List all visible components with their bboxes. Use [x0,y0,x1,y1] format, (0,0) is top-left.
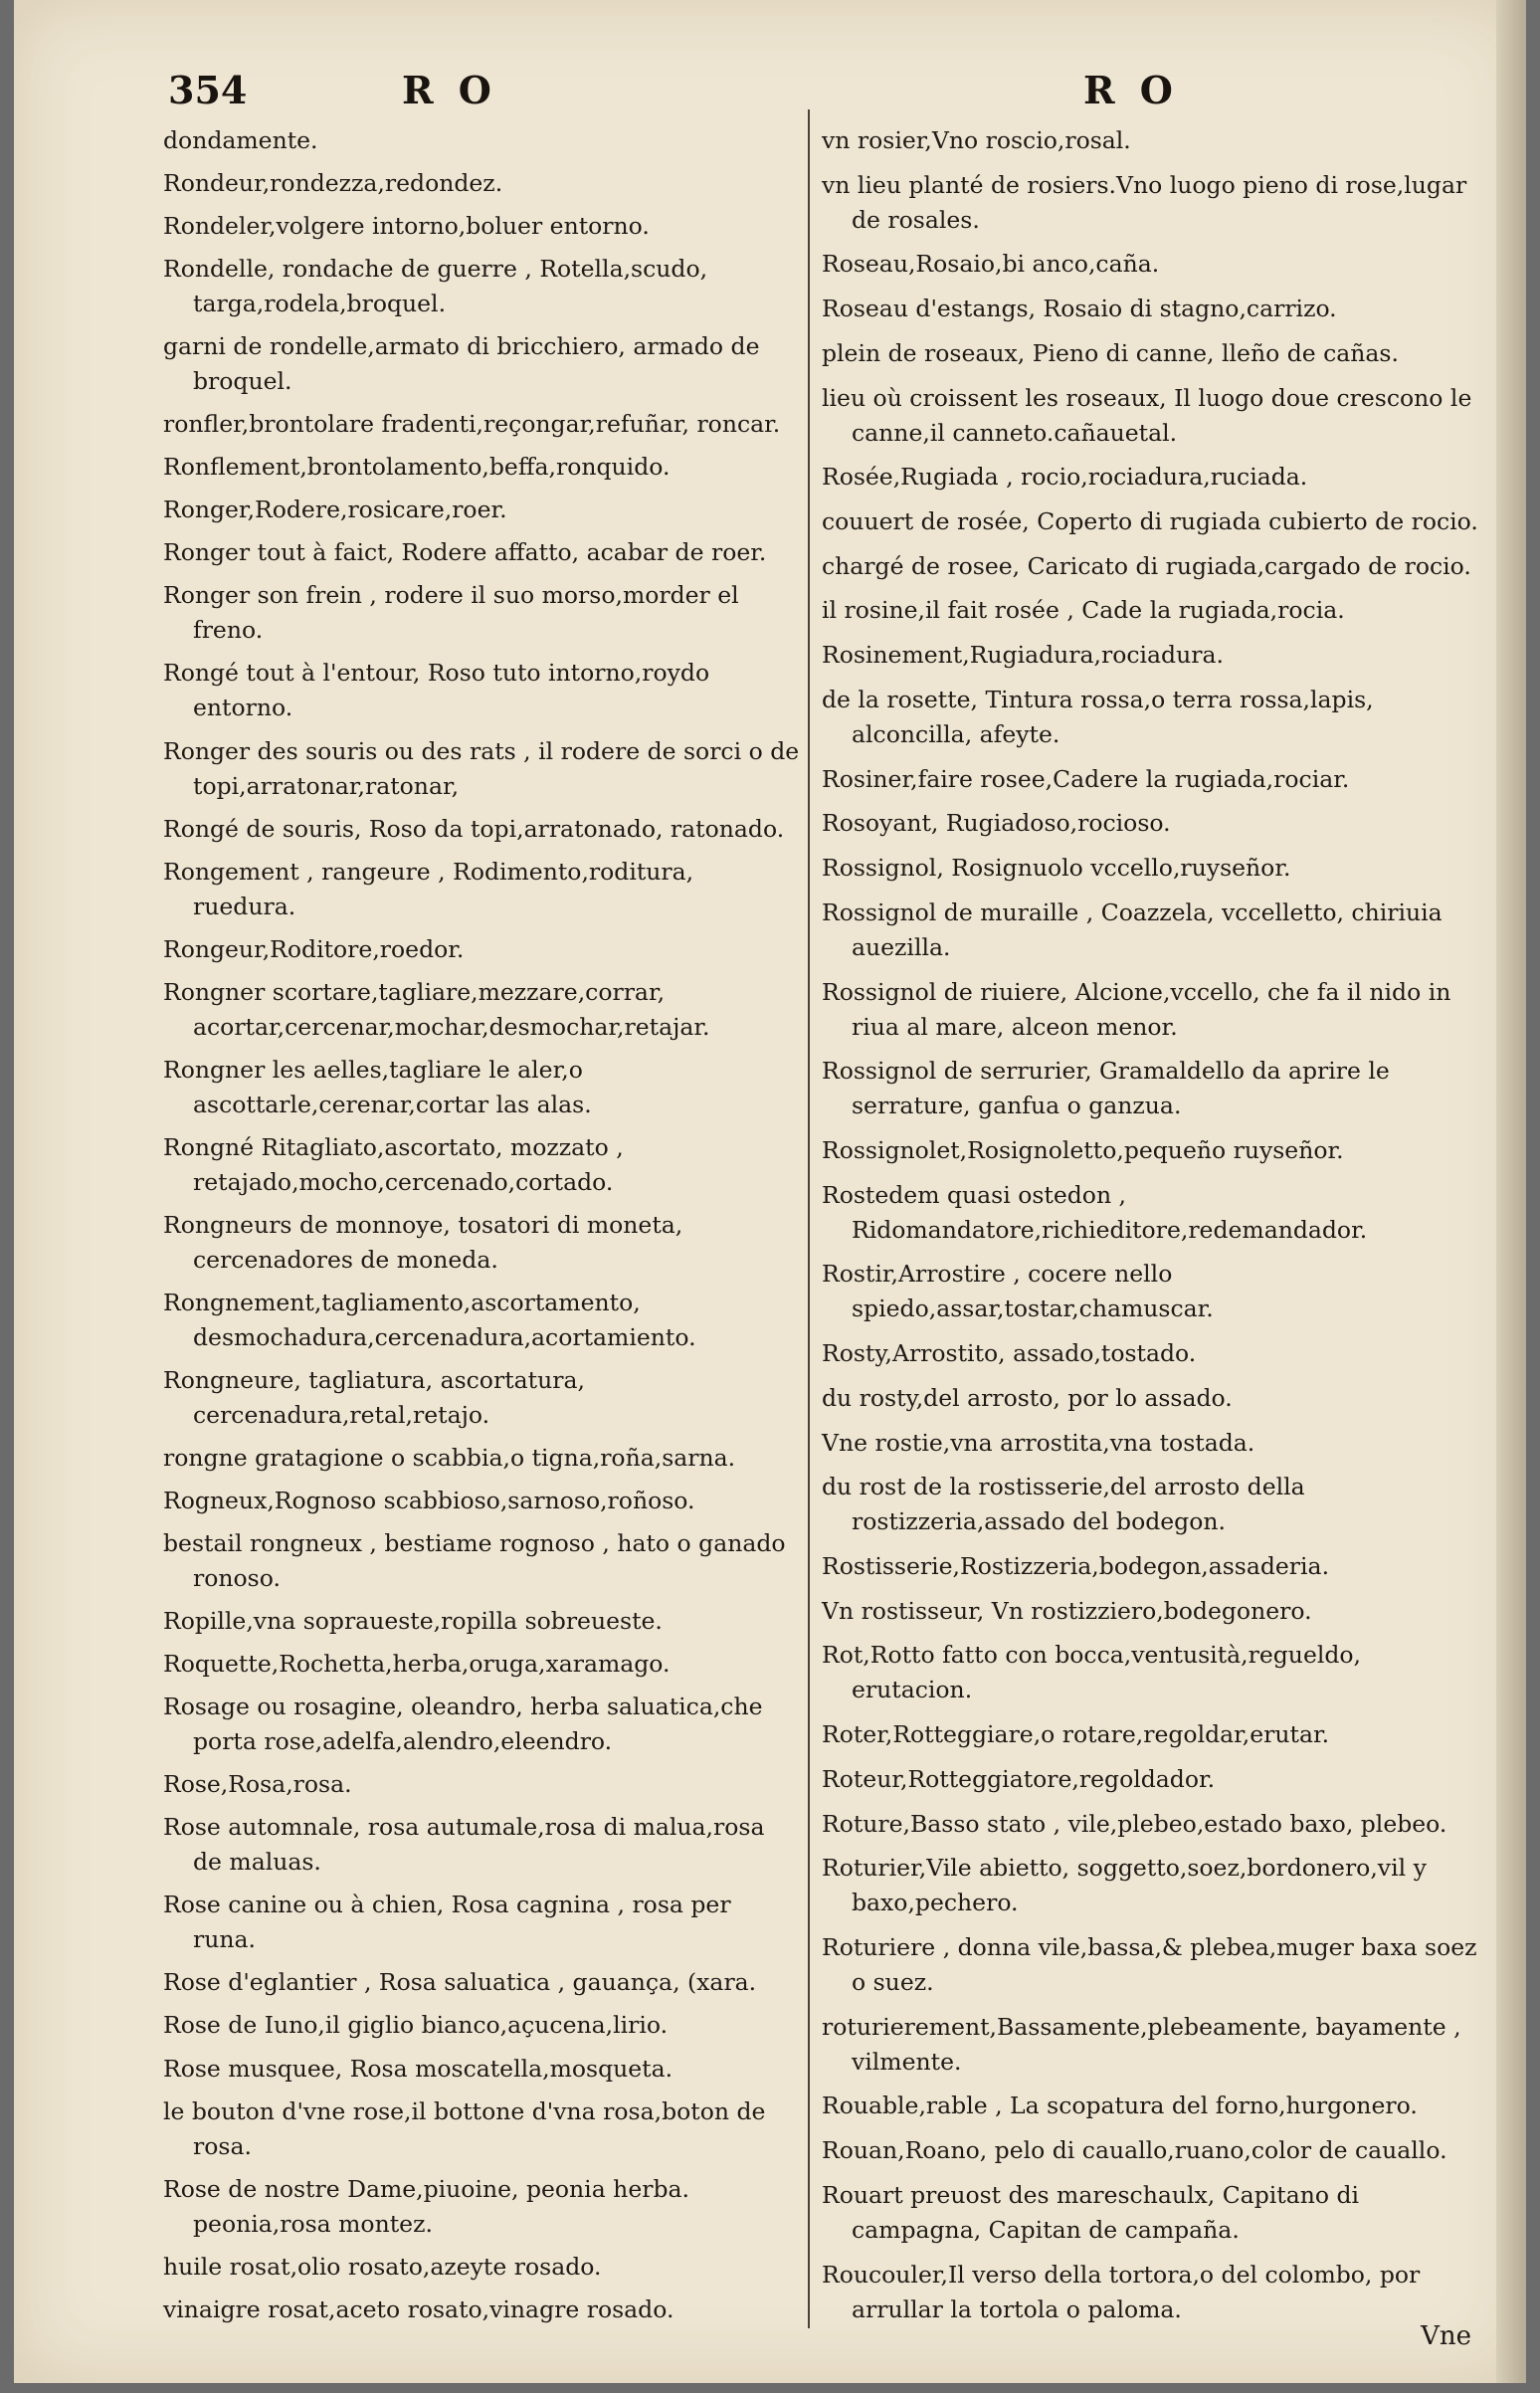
dictionary-entry: Rongé de souris, Roso da topi,arratonado, ratonado. [163,814,785,843]
dictionary-entry: Rosty,Arrostito, assado,tostado. [822,1339,1197,1368]
dictionary-entry: Rongneure, tagliatura, ascortatura, cercenadura,retal,retajo. [163,1365,585,1429]
right-column [822,123,1483,2327]
dictionary-entry: Roture,Basso stato , vile,plebeo,estado baxo, plebeo. [822,1809,1447,1838]
next-page-edge [1496,0,1526,2383]
dictionary-entry: le bouton d'vne rose,il bottone d'vna rosa,boton de rosa. [163,2096,766,2160]
dictionary-entry: Roseau,Rosaio,bi anco,caña. [822,250,1160,279]
page-header [14,68,1526,127]
dictionary-entry: dondamente. [163,126,318,154]
dictionary-entry: ronfler,brontolare fradenti,reçongar,refuñar, roncar. [163,410,781,439]
dictionary-entry: Rose musquee, Rosa moscatella,mosqueta. [163,2054,674,2083]
dictionary-entry: de la rosette, Tintura rossa,o terra rossa,lapis, alconcilla, afeyte. [822,685,1374,748]
dictionary-entry: Rossignol, Rosignuolo vccello,ruyseñor. [822,854,1291,883]
dictionary-entry: vn lieu planté de rosiers.Vno luogo pieno di rose,lugar de rosales. [822,170,1467,234]
dictionary-entry: bestail rongneux , bestiame rognoso , hato o ganado ronoso. [163,1529,786,1593]
dictionary-entry: Rose de nostre Dame,piuoine, peonia herba. peonia,rosa montez. [163,2174,689,2238]
book-page [14,0,1526,2383]
catchword: Vne [1421,2321,1471,2351]
dictionary-entry: Rostisserie,Rostizzeria,bodegon,assaderia. [822,1551,1330,1580]
dictionary-entry: Ronger des souris ou des rats , il rodere de sorci o de topi,arratonar,ratonar, [163,736,800,800]
dictionary-entry: Rose d'eglantier , Rosa saluatica , gauança, (xara. [163,1968,757,1997]
dictionary-entry: Ronger,Rodere,rosicare,roer. [163,496,507,524]
dictionary-entry: Ronger son frein , rodere il suo morso,morder el freno. [163,581,739,645]
dictionary-entry: roturierement,Bassamente,plebeamente, bayamente , vilmente. [822,2012,1461,2076]
dictionary-entry: Rogneux,Rognoso scabbioso,sarnoso,roñoso. [163,1487,695,1515]
dictionary-entry: plein de roseaux, Pieno di canne, lleño de cañas. [822,338,1399,367]
dictionary-entry: Rosiner,faire rosee,Cadere la rugiada,rociar. [822,764,1350,793]
dictionary-entry: Rongnement,tagliamento,ascortamento, desmochadura,cercenadura,acortamiento. [163,1288,696,1351]
running-head-left: R O [402,68,497,112]
dictionary-entry: Roseau d'estangs, Rosaio di stagno,carrizo. [822,295,1337,323]
dictionary-entry: Rondeur,rondezza,redondez. [163,169,503,198]
dictionary-entry: Rongner les aelles,tagliare le aler,o ascottarle,cerenar,cortar las alas. [163,1055,592,1118]
dictionary-entry: lieu où croissent les roseaux, Il luogo doue crescono le canne,il canneto.cañauetal. [822,383,1472,447]
dictionary-entry: Rostedem quasi ostedon , Ridomandatore,richieditore,redemandador. [822,1180,1368,1244]
dictionary-entry: Ronger tout à faict, Rodere affatto, acabar de roer. [163,538,767,567]
dictionary-entry: vinaigre rosat,aceto rosato,vinagre rosado. [163,2294,674,2323]
dictionary-entry: Rosée,Rugiada , rocio,rociadura,ruciada. [822,463,1308,492]
dictionary-entry: Rouan,Roano, pelo di cauallo,ruano,color de cauallo. [822,2136,1447,2165]
dictionary-entry: du rosty,del arrosto, por lo assado. [822,1383,1233,1412]
dictionary-entry: Rossignol de serrurier, Gramaldello da aprire le serrature, ganfua o ganzua. [822,1057,1390,1120]
dictionary-entry: Rongné Ritagliato,ascortato, mozzato , retajado,mocho,cercenado,cortado. [163,1132,624,1196]
left-column [163,123,800,2327]
dictionary-entry: Ropille,vna sopraueste,ropilla sobreueste. [163,1607,663,1636]
running-head-right: R O [1083,68,1179,112]
dictionary-entry: Rongeur,Roditore,roedor. [163,934,465,963]
dictionary-entry: rongne gratagione o scabbia,o tigna,roña,sarna. [163,1443,736,1472]
dictionary-entry: Rosoyant, Rugiadoso,rocioso. [822,809,1171,838]
dictionary-entry: Rondeler,volgere intorno,boluer entorno. [163,212,650,241]
dictionary-entry: Rossignol de riuiere, Alcione,vccello, che fa il nido in riua al mare, alceon menor. [822,977,1451,1041]
dictionary-entry: Rostir,Arrostire , cocere nello spiedo,assar,tostar,chamuscar. [822,1260,1214,1323]
dictionary-entry: Roteur,Rotteggiatore,regoldador. [822,1764,1216,1793]
dictionary-entry: vn rosier,Vno roscio,rosal. [822,126,1131,154]
dictionary-entry: il rosine,il fait rosée , Cade la rugiada,rocia. [822,596,1345,625]
dictionary-entry: Roquette,Rochetta,herba,oruga,xaramago. [163,1650,671,1679]
dictionary-entry: Rongner scortare,tagliare,mezzare,corrar, acortar,cercenar,mochar,desmochar,retajar. [163,977,710,1041]
dictionary-entry: Rouart preuost des mareschaulx, Capitano di campagna, Capitan de campaña. [822,2180,1360,2244]
dictionary-entry: Rouable,rable , La scopatura del forno,hurgonero. [822,2092,1418,2120]
dictionary-entry: Vn rostisseur, Vn rostizziero,bodegonero. [822,1596,1312,1625]
dictionary-entry: du rost de la rostisserie,del arrosto della rostizzeria,assado del bodegon. [822,1473,1305,1536]
dictionary-entry: Rosinement,Rugiadura,rociadura. [822,641,1224,670]
dictionary-entry: Rose canine ou à chien, Rosa cagnina , rosa per runa. [163,1891,731,1954]
dictionary-entry: Rose automnale, rosa autumale,rosa di malua,rosa de maluas. [163,1813,765,1877]
page-number: 354 [168,68,248,112]
dictionary-entry: Rot,Rotto fatto con bocca,ventusità,regueldo, erutacion. [822,1641,1362,1704]
dictionary-entry: Rongement , rangeure , Rodimento,roditura, ruedura. [163,857,694,920]
dictionary-entry: couuert de rosée, Coperto di rugiada cubierto de rocio. [822,507,1478,536]
column-divider [808,109,810,2328]
dictionary-entry: chargé de rosee, Caricato di rugiada,cargado de rocio. [822,551,1471,580]
dictionary-entry: Roturiere , donna vile,bassa,& plebea,muger baxa soez o suez. [822,1933,1477,1996]
dictionary-entry: Rondelle, rondache de guerre , Rotella,scudo, targa,rodela,broquel. [163,255,708,318]
dictionary-entry: Rose de Iuno,il giglio bianco,açucena,lirio. [163,2011,669,2040]
dictionary-entry: Roter,Rotteggiare,o rotare,regoldar,erutar. [822,1720,1330,1749]
dictionary-entry: Rosage ou rosagine, oleandro, herba saluatica,che porta rose,adelfa,alendro,eleendro. [163,1693,763,1756]
dictionary-entry: Vne rostie,vna arrostita,vna tostada. [822,1428,1255,1457]
dictionary-entry: Rongé tout à l'entour, Roso tuto intorno,roydo entorno. [163,659,710,722]
dictionary-entry: garni de rondelle,armato di bricchiero, armado de broquel. [163,332,760,396]
dictionary-entry: Rongneurs de monnoye, tosatori di moneta, cercenadores de moneda. [163,1210,683,1274]
dictionary-entry: Roturier,Vile abietto, soggetto,soez,bordonero,vil y baxo,pechero. [822,1854,1427,1917]
dictionary-entry: Ronflement,brontolamento,beffa,ronquido. [163,453,671,482]
dictionary-entry: Roucouler,Il verso della tortora,o del colombo, por arrullar la tortola o paloma. [822,2260,1421,2323]
dictionary-entry: Rose,Rosa,rosa. [163,1770,352,1799]
dictionary-entry: Rossignolet,Rosignoletto,pequeño ruyseñor. [822,1135,1344,1164]
dictionary-entry: huile rosat,olio rosato,azeyte rosado. [163,2252,602,2281]
dictionary-entry: Rossignol de muraille , Coazzela, vccelletto, chiriuia auezilla. [822,897,1443,961]
